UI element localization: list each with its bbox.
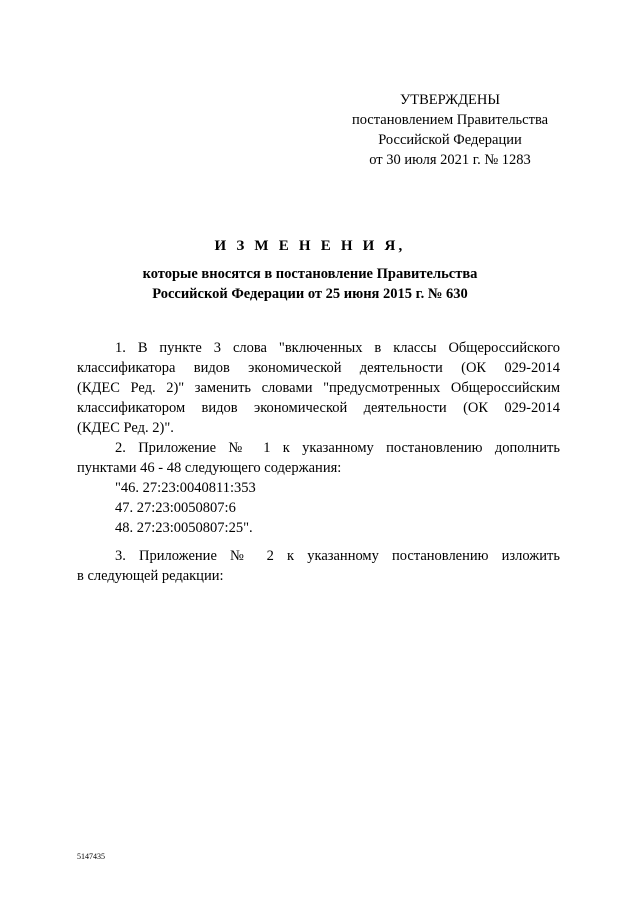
document-body (77, 338, 560, 586)
paragraph-3-line-2: в следующей редакции: (77, 568, 224, 584)
cadastral-list (77, 478, 560, 538)
paragraph-1-line-4: классификатором видов экономической деятельности (ОК 029-2014 (77, 400, 560, 416)
approval-line-date-number: от 30 июля 2021 г. № 1283 (369, 152, 531, 168)
document-title-block (60, 236, 560, 304)
paragraph-2-line-1: 2. Приложение № 1 к указанному постановлению дополнить (115, 440, 560, 456)
list-item: "46. 27:23:0040811:353 (115, 480, 256, 496)
list-item: 48. 27:23:0050807:25". (115, 520, 253, 536)
paragraph-1-line-1: 1. В пункте 3 слова "включенных в классы Общероссийского (115, 340, 560, 356)
approval-stamp (330, 90, 570, 170)
document-footer-number: 5147435 (77, 852, 105, 861)
paragraph-2 (77, 438, 560, 478)
list-item: 47. 27:23:0050807:6 (115, 500, 236, 516)
subtitle-line-2: Российской Федерации от 25 июня 2015 г. № 630 (152, 286, 468, 302)
paragraph-1-line-2: классификатора видов экономической деятельности (ОК 029-2014 (77, 360, 560, 376)
document-subtitle (60, 264, 560, 304)
paragraph-1-line-3: (КДЕС Ред. 2)" заменить словами "предусмотренных Общероссийским (77, 380, 560, 396)
document-title: И З М Е Н Е Н И Я, (214, 238, 406, 254)
paragraph-2-line-2: пунктами 46 - 48 следующего содержания: (77, 460, 342, 476)
approval-line-country: Российской Федерации (378, 132, 522, 148)
approval-heading: УТВЕРЖДЕНЫ (399, 92, 501, 108)
paragraph-3-line-1: 3. Приложение № 2 к указанному постановлению изложить (115, 548, 560, 564)
paragraph-3 (77, 546, 560, 586)
paragraph-1 (77, 338, 560, 438)
paragraph-1-line-5: (КДЕС Ред. 2)". (77, 420, 174, 436)
approval-line-resolution: постановлением Правительства (351, 112, 549, 128)
subtitle-line-1: которые вносятся в постановление Правительства (142, 266, 478, 282)
paragraph-spacer (77, 538, 560, 546)
